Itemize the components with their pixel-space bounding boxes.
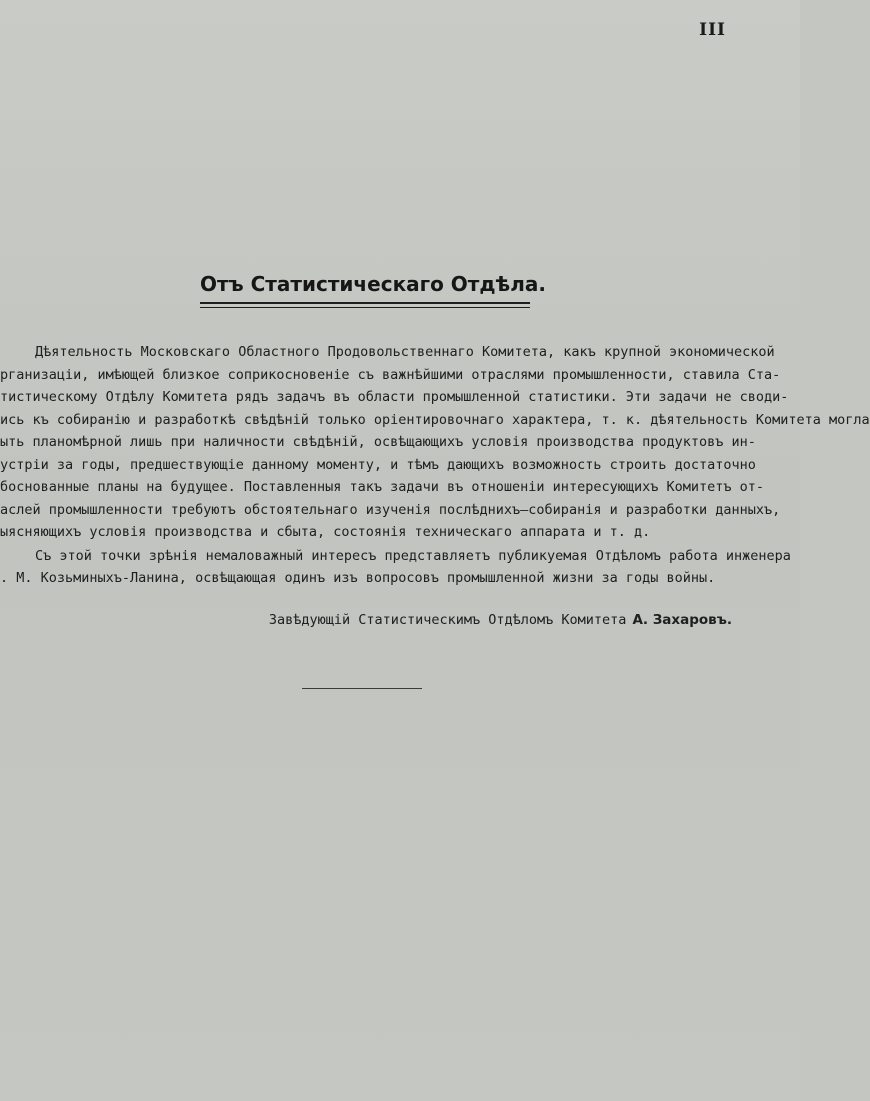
section-title: Отъ Статистическаго Отдѣла. xyxy=(200,272,546,296)
text-line: устріи за годы, предшествующіе данному моменту, и тѣмъ дающихъ возможность строить достаточно xyxy=(0,456,756,473)
text-line: аслей промышленности требуютъ обстоятельнаго изученія послѣднихъ—собиранія и разработки данныхъ, xyxy=(0,501,781,518)
text-line: Дѣятельность Московскаго Областного Продовольственнаго Комитета, какъ крупной экономической xyxy=(35,344,775,360)
signature-line xyxy=(269,612,732,628)
title-double-underline xyxy=(200,302,530,308)
paragraph-1 xyxy=(0,341,870,544)
text-line: рганизаціи, имѣющей близкое соприкосновеніе съ важнѣйшими отраслями промышленности, ставила Ста- xyxy=(0,366,781,383)
signature-title: Завѣдующій Статистическимъ Отдѣломъ Комитета xyxy=(268,612,627,628)
closing-rule xyxy=(302,688,422,689)
text-line: ись къ собиранію и разработкѣ свѣдѣній только оріентировочнаго характера, т. к. дѣятельность Комитета могла xyxy=(0,411,870,428)
page-number: III xyxy=(699,20,726,40)
paragraph-2 xyxy=(0,545,791,590)
text-line: боснованные планы на будущее. Поставленныя такъ задачи въ отношеніи интересующихъ Комитетъ от- xyxy=(0,479,765,495)
text-line: Съ этой точки зрѣнія немаловажный интересъ представляетъ публикуемая Отдѣломъ работа инженера xyxy=(35,547,791,564)
text-line: ыть планомѣрной лишь при наличности свѣдѣній, освѣщающихъ условія производства продуктовъ ин- xyxy=(0,434,756,450)
text-line: тистическому Отдѣлу Комитета рядъ задачъ въ области промышленной статистики. Эти задачи не своди- xyxy=(0,389,789,405)
text-line: . М. Козьминыхъ-Ланина, освѣщающая одинъ изъ вопросовъ промышленной жизни за годы войны. xyxy=(0,570,716,586)
heading-block xyxy=(200,272,546,308)
signature-name: А. Захаровъ. xyxy=(632,612,732,628)
body-text xyxy=(0,341,870,590)
text-line: ыясняющихъ условія производства и сбыта, состоянія техническаго аппарата и т. д. xyxy=(0,524,651,540)
